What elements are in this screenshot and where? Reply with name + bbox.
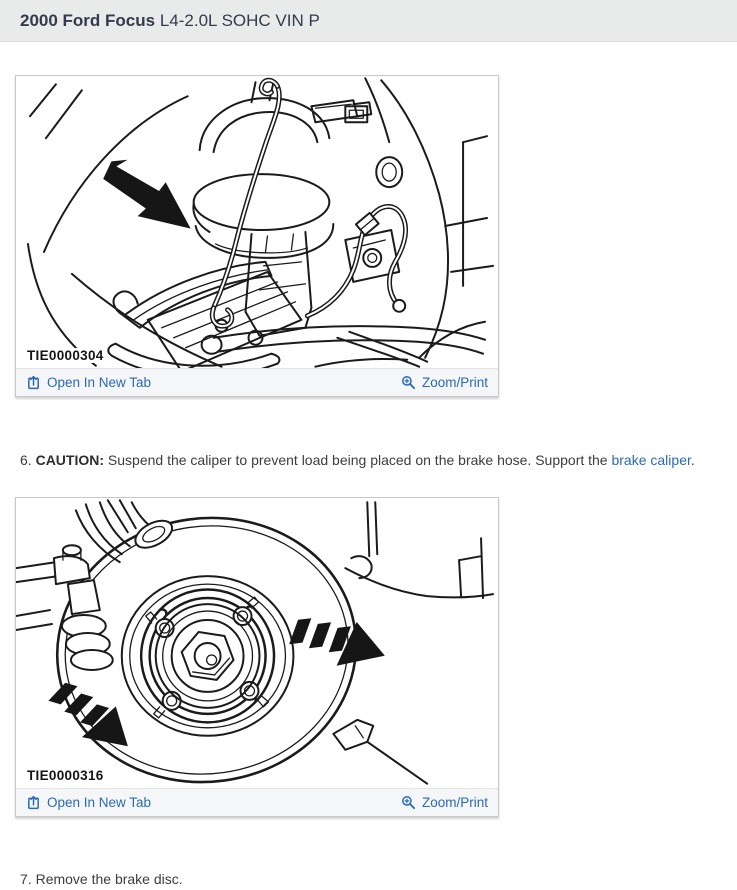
rotation-arrow-right	[288, 603, 393, 680]
vehicle-title: 2000 Ford Focus	[20, 10, 156, 30]
brake-disc-diagram	[16, 498, 498, 788]
figure-footer	[16, 788, 498, 816]
open-in-new-tab-icon	[26, 375, 41, 390]
open-in-new-tab-link[interactable]	[26, 375, 151, 390]
brake-caliper-link[interactable]: brake caliper	[611, 452, 691, 468]
step-6-instruction	[20, 451, 720, 471]
figure-id-label: TIE0000304	[24, 348, 107, 363]
figure-panel-disc	[15, 497, 499, 817]
pointer-arrow	[95, 149, 204, 247]
zoom-plus-icon	[401, 795, 416, 810]
step-6-text: Suspend the caliper to prevent load being placed on the brake hose. Support the	[104, 452, 612, 468]
open-in-new-tab-link[interactable]	[26, 795, 151, 810]
figure-image-caliper	[16, 76, 498, 368]
zoom-plus-icon	[401, 375, 416, 390]
zoom-print-label: Zoom/Print	[421, 375, 488, 390]
zoom-print-link[interactable]	[401, 375, 488, 390]
caution-label: CAUTION:	[35, 452, 105, 468]
step-7-number: 7.	[20, 871, 36, 887]
engine-subtitle: L4-2.0L SOHC VIN P	[155, 10, 320, 30]
figure-image-disc	[16, 498, 498, 788]
caliper-suspension-diagram	[16, 76, 498, 368]
step-7-text: Remove the brake disc.	[35, 871, 183, 887]
step-6-number: 6.	[20, 452, 36, 468]
figure-panel-caliper	[15, 75, 499, 397]
open-in-new-tab-icon	[26, 795, 41, 810]
page-header	[0, 0, 737, 42]
step-6-suffix: .	[690, 452, 695, 468]
figure-id-label: TIE0000316	[24, 768, 107, 783]
open-in-new-tab-label: Open In New Tab	[47, 375, 152, 390]
step-7-instruction	[20, 870, 720, 890]
zoom-print-link[interactable]	[401, 795, 488, 810]
figure-footer	[16, 368, 498, 396]
open-in-new-tab-label: Open In New Tab	[47, 795, 152, 810]
zoom-print-label: Zoom/Print	[421, 795, 488, 810]
